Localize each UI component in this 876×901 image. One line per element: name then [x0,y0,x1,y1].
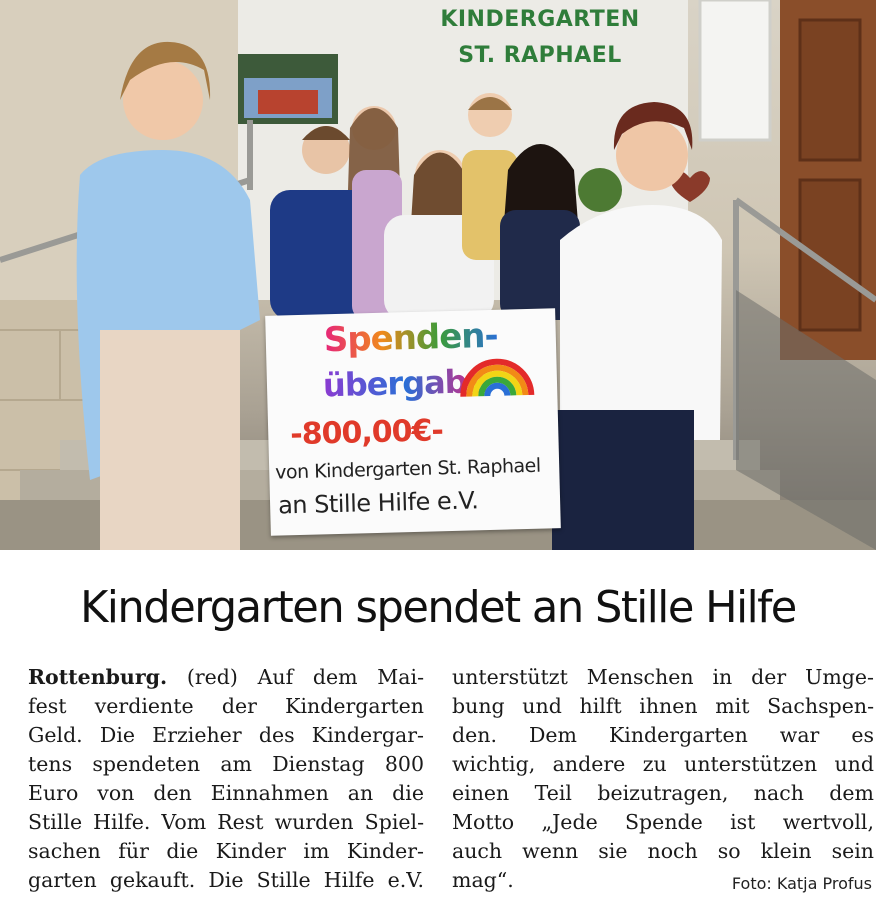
donation-poster [265,308,561,536]
poster-line-5: an Stille Hilfe e.V. [277,486,479,520]
column-1-line-6: Stille Hilfe. Vom Rest wurden Spiel- [28,810,424,834]
column-2-line-1: unterstützt Menschen in der Umge- [452,665,874,689]
photo-credit: Foto: Katja Profus [731,874,872,893]
sign-line-1: KINDERGARTEN [440,7,640,32]
article-column-2 [452,663,874,895]
poster-line-2: übergabe [322,362,488,405]
column-1-text: (red) Auf dem Mai- [167,665,424,689]
kindergarten-sign [420,2,660,74]
column-2-line-4: wichtig, andere zu unterstützen und [452,752,874,776]
poster-line-1: Spenden- [323,315,499,361]
column-1-line-3: Geld. Die Erzieher des Kindergar- [28,723,424,747]
dateline: Rottenburg. [28,665,168,689]
column-1-line-1 [28,663,424,692]
column-2-line-5: einen Teil beizutragen, nach dem [452,781,874,805]
column-1-line-5: Euro von den Einnahmen an die [28,781,424,805]
column-2-line-8: mag“. [452,868,514,892]
column-1-line-7: sachen für die Kinder im Kinder- [28,839,424,863]
column-2-line-6: Motto „Jede Spende ist wertvoll, [452,810,874,834]
column-2-line-7: auch wenn sie noch so klein sein [452,839,874,863]
column-1-line-4: tens spendeten am Dienstag 800 [28,752,424,776]
column-1-line-8: garten gekauft. Die Stille Hilfe e.V. [28,868,424,892]
article-column-1 [28,663,424,895]
column-2-line-3: den. Dem Kindergarten war es [452,723,874,747]
sign-line-2: ST. RAPHAEL [458,43,622,68]
rainbow-icon [456,339,538,401]
poster-amount: -800,00€- [289,413,444,453]
column-1-line-2: fest verdiente der Kindergarten [28,694,424,718]
poster-line-4: von Kindergarten St. Raphael [274,454,541,484]
column-2-line-2: bung und hilft ihnen mit Sachspen- [452,694,874,718]
article-headline: Kindergarten spendet an Stille Hilfe [80,582,796,633]
